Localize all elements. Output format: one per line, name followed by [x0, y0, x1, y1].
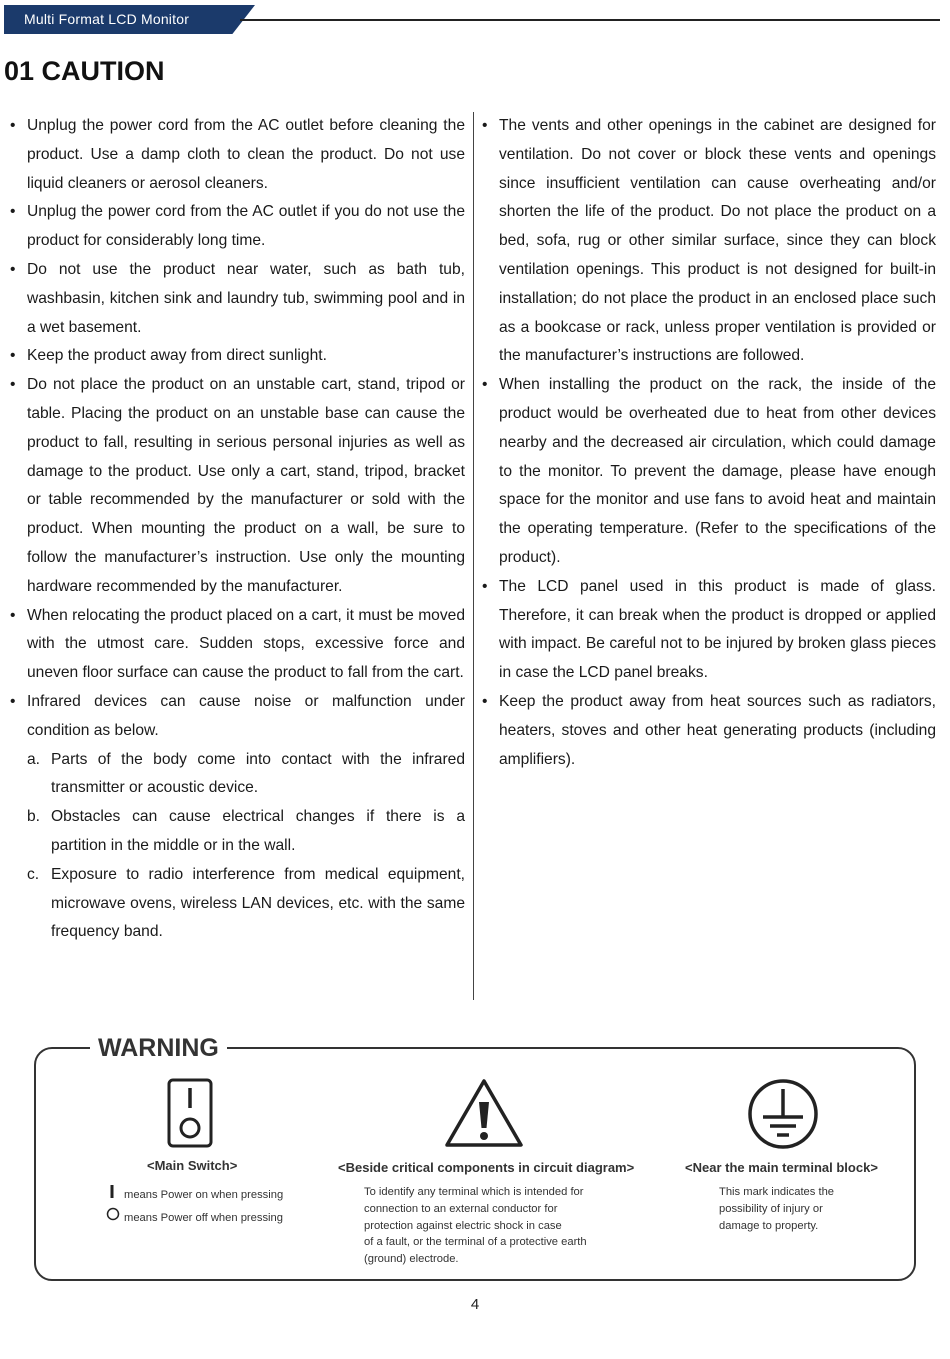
- description-line: damage to property.: [719, 1219, 819, 1232]
- power-on-symbol-icon: [106, 1185, 118, 1201]
- description-line: To identify any terminal which is intended for: [364, 1186, 584, 1198]
- main-switch-caption: <Main Switch>: [147, 1158, 238, 1173]
- description-line: This mark indicates the: [719, 1186, 835, 1198]
- header-title: Multi Format LCD Monitor: [24, 11, 190, 27]
- main-terminal-description: [719, 1184, 899, 1234]
- infrared-condition-item: [27, 803, 465, 861]
- item-text: Obstacles can cause electrical changes if there is a partition in the middle or in the wall.: [51, 808, 465, 854]
- column-divider: [473, 112, 474, 1000]
- caution-item: • The LCD panel used in this product is made of glass. Therefore, it can break when the product is dropped or applied with impact. Be careful not to be injured by broken glass pieces in case the LCD panel breaks.: [480, 573, 936, 688]
- caution-right-column: [480, 112, 936, 774]
- item-letter: a.: [27, 750, 41, 768]
- main-terminal-caption: <Near the main terminal block>: [685, 1160, 878, 1175]
- description-line: connection to an external conductor for: [364, 1202, 558, 1215]
- item-letter: b.: [27, 808, 41, 826]
- description-line: of a fault, or the terminal of a protective earth: [364, 1236, 587, 1249]
- infrared-conditions-list: [8, 746, 465, 948]
- caution-item: • Infrared devices can cause noise or malfunction under condition as below.: [8, 688, 465, 746]
- caution-item: • Do not use the product near water, such as bath tub, washbasin, kitchen sink and laundry tub, swimming pool and in a wet basement.: [8, 256, 465, 342]
- item-text: Exposure to radio interference from medical equipment, microwave ovens, wireless LAN devices, etc. with the same frequency band.: [51, 865, 465, 941]
- description-line: (ground) electrode.: [364, 1253, 459, 1266]
- caution-item: • When relocating the product placed on a cart, it must be moved with the utmost care. Sudden stops, excessive force and uneven floor surface can cause the product to fall from the cart.: [8, 602, 465, 688]
- item-text: Parts of the body come into contact with the infrared transmitter or acoustic device.: [51, 750, 465, 797]
- caution-item: • Unplug the power cord from the AC outlet if you do not use the product for considerably long time.: [8, 198, 465, 256]
- power-off-legend: [106, 1207, 283, 1224]
- caution-item: • Keep the product away from heat sources such as radiators, heaters, stoves and other heat generating products (including amplifiers).: [480, 688, 936, 774]
- critical-components-description: [364, 1184, 624, 1268]
- power-switch-icon: [167, 1078, 213, 1148]
- item-letter: c.: [27, 865, 40, 883]
- warning-title: WARNING: [90, 1034, 227, 1063]
- power-on-legend: [106, 1185, 283, 1201]
- power-on-text: means Power on when pressing: [124, 1189, 284, 1201]
- page-number: 4: [470, 1296, 480, 1313]
- critical-components-caption: <Beside critical components in circuit diagram>: [338, 1160, 635, 1175]
- caution-item: • The vents and other openings in the cabinet are designed for ventilation. Do not cover or block these vents and openings since insufficient ventilation can cause overheating and/or shorten the life of the product. Do not place the product on a bed, sofa, rug or other similar surface, since they can block ventilation openings. This product is not designed for built-in installation; do not place the product in an enclosed place such as a bookcase or rack, unless proper ventilation is provided or the manufacturer’s instructions are followed.: [480, 112, 936, 371]
- caution-item: • Unplug the power cord from the AC outlet before cleaning the product. Use a damp cloth to clean the product. Do not use liquid cleaners or aerosol cleaners.: [8, 112, 465, 198]
- caution-list-right: [480, 112, 936, 774]
- infrared-condition-item: [27, 746, 465, 804]
- power-off-text: means Power off when pressing: [124, 1212, 283, 1224]
- exclamation-triangle-icon: [444, 1078, 524, 1148]
- description-line: possibility of injury or: [719, 1202, 823, 1215]
- header-rule: [240, 19, 940, 21]
- description-line: protection against electric shock in case: [364, 1219, 562, 1232]
- caution-list-left: [8, 112, 465, 746]
- caution-item: • Do not place the product on an unstable cart, stand, tripod or table. Placing the product on an unstable base can cause the product to fall, resulting in serious personal injuries as well as damage to the product. Use only a cart, stand, tripod, bracket or table recommended by the manufacturer or sold with the product. When mounting the product on a wall, be sure to follow the manufacturer’s instruction. Use only the mounting hardware recommended by the manufacturer.: [8, 371, 465, 601]
- protective-earth-icon: [746, 1077, 820, 1151]
- caution-left-column: [8, 112, 465, 947]
- caution-item: • When installing the product on the rack, the inside of the product would be overheated due to heat from other devices nearby and the decreased air circulation, which could damage to the monitor. To prevent the damage, please have enough space for the monitor and use fans to avoid heat and maintain the operating temperature. (Refer to the specifications of the product).: [480, 371, 936, 573]
- caution-item: • Keep the product away from direct sunlight.: [8, 342, 465, 371]
- infrared-condition-item: [27, 861, 465, 947]
- section-title: 01 CAUTION: [4, 56, 165, 86]
- power-off-symbol-icon: [106, 1207, 118, 1224]
